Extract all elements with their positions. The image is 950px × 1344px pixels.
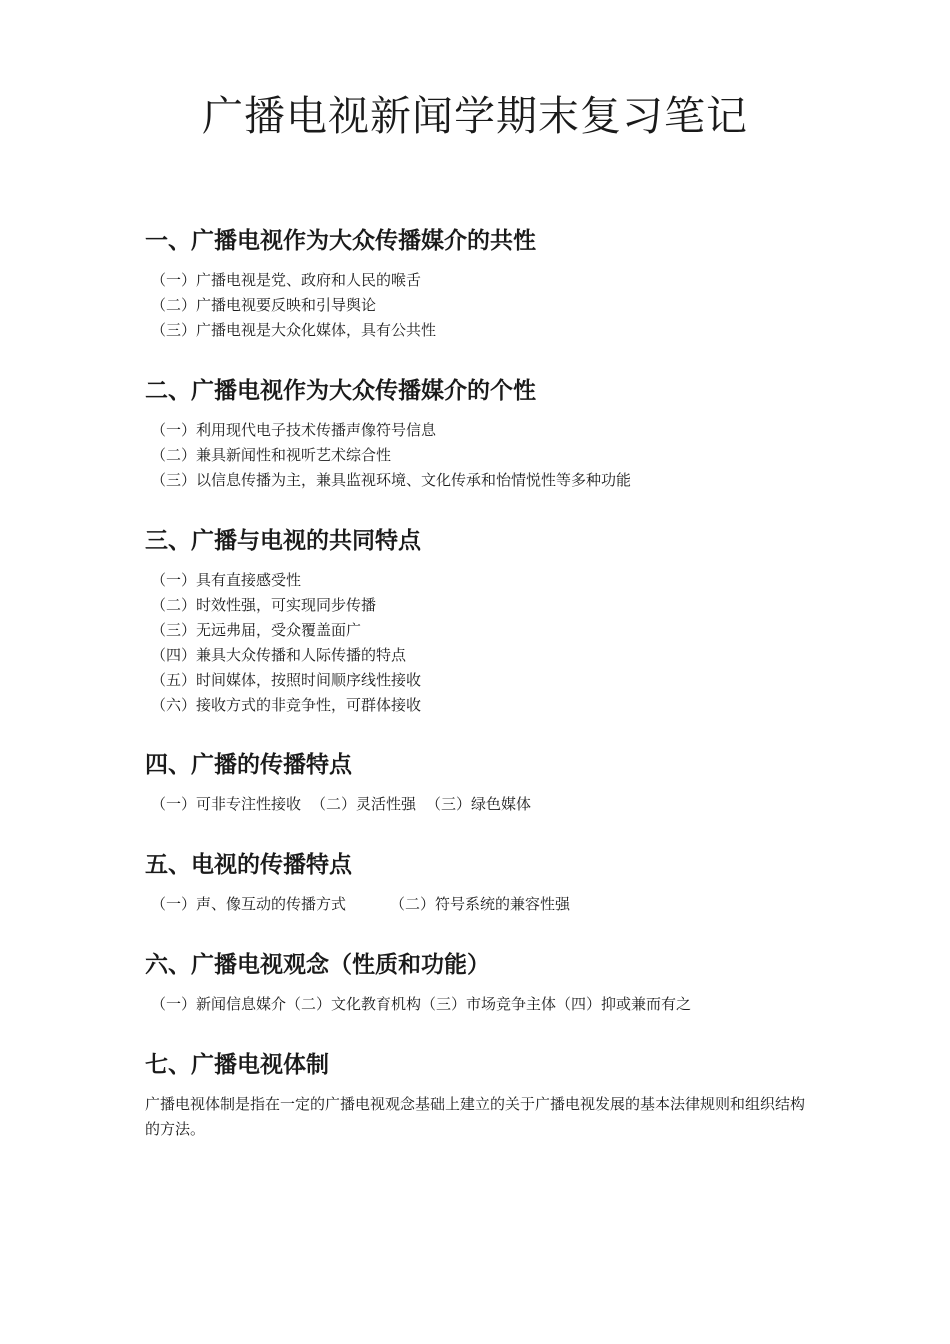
inline-item-row <box>151 992 691 1017</box>
list-item: （三）以信息传播为主，兼具监视环境、文化传承和怡情悦性等多种功能 <box>151 471 632 489</box>
section-1 <box>145 226 825 339</box>
list-item: （一）广播电视是党、政府和人民的喉舌 <box>151 271 422 289</box>
section-heading: 五、电视的传播特点 <box>145 852 352 878</box>
list-item: （三）绿色媒体 <box>426 795 532 813</box>
list-item: （二）符号系统的兼容性强 <box>390 895 571 913</box>
list-item: （三）市场竞争主体 <box>421 995 557 1013</box>
section-item-list <box>145 268 436 343</box>
section-heading: 六、广播电视观念（性质和功能） <box>145 952 490 978</box>
section-item-list <box>145 568 421 718</box>
list-item: （四）兼具大众传播和人际传播的特点 <box>151 646 407 664</box>
list-item: （二）广播电视要反映和引导舆论 <box>151 296 377 314</box>
list-item: （三）无远弗届，受众覆盖面广 <box>151 621 362 639</box>
section-3 <box>145 526 825 714</box>
list-item: （一）新闻信息媒介 <box>151 995 287 1013</box>
list-item: （五）时间媒体，按照时间顺序线性接收 <box>151 671 422 689</box>
section-heading: 七、广播电视体制 <box>145 1052 329 1078</box>
list-item: （一）可非专注性接收 <box>151 795 302 813</box>
section-4 <box>145 750 825 813</box>
list-item: （二）灵活性强 <box>311 795 417 813</box>
section-paragraph: 广播电视体制是指在一定的广播电视观念基础上建立的关于广播电视发展的基本法律规则和组织结构的方法。 <box>145 1095 806 1138</box>
section-7 <box>145 1050 825 1138</box>
section-6 <box>145 950 825 1013</box>
document-title: 广播电视新闻学期末复习笔记 <box>202 92 748 140</box>
section-heading: 三、广播与电视的共同特点 <box>145 528 421 554</box>
list-item: （六）接收方式的非竞争性，可群体接收 <box>151 696 422 714</box>
list-item: （二）时效性强，可实现同步传播 <box>151 596 377 614</box>
list-item: （一）利用现代电子技术传播声像符号信息 <box>151 421 437 439</box>
inline-item-row <box>151 892 570 917</box>
section-item-list <box>145 418 631 493</box>
inline-item-row <box>151 792 531 817</box>
section-heading: 二、广播电视作为大众传播媒介的个性 <box>145 378 536 404</box>
list-item: （一）具有直接感受性 <box>151 571 302 589</box>
list-item: （四）抑或兼而有之 <box>556 995 692 1013</box>
section-heading: 一、广播电视作为大众传播媒介的共性 <box>145 228 536 254</box>
list-item: （二）文化教育机构 <box>286 995 422 1013</box>
list-item: （一）声、像互动的传播方式 <box>151 895 347 913</box>
list-item: （二）兼具新闻性和视听艺术综合性 <box>151 446 392 464</box>
section-heading: 四、广播的传播特点 <box>145 752 352 778</box>
section-5 <box>145 850 825 913</box>
section-2 <box>145 376 825 489</box>
list-item: （三）广播电视是大众化媒体，具有公共性 <box>151 321 437 339</box>
